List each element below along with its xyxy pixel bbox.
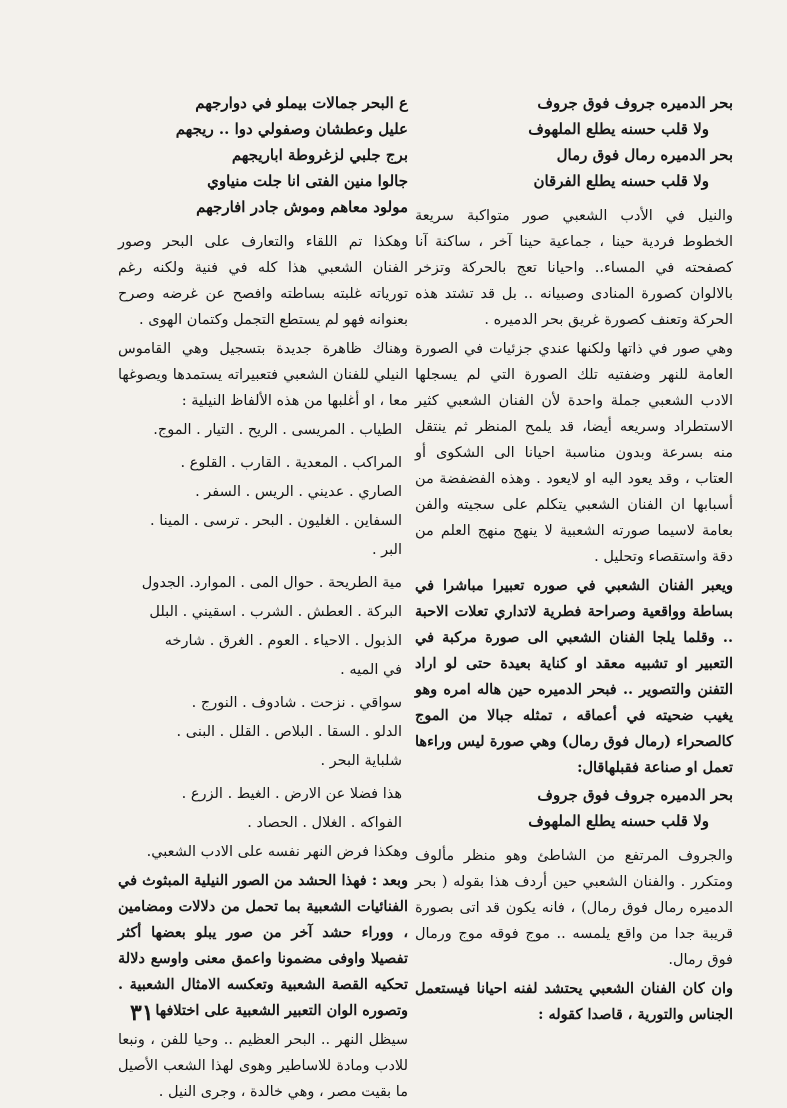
verse-line: ولا قلب حسنه يطلع الفرقان [533,172,709,190]
word-list-group [118,570,408,683]
word-list-group [118,417,408,443]
word-list-line: الطياب . المريسى . الريح . التيار . الموج. [153,422,402,438]
verse-line: ولا قلب حسنه يطلع الملهوف [528,120,709,138]
verse-line: جالوا منين الفتى انا جلت منياوي [207,172,408,190]
word-list-line: المراكب . المعدية . القارب . القلوع . [180,455,402,471]
verse-line: عليل وعطشان وصفولي دوا .. ريجهم [175,120,408,138]
verse-line: ع البحر جمالات بيملو في دوارجهم [195,94,408,112]
verse-line: برج جلبي لزغروطة اباريجهم [231,146,408,164]
paragraph: والجروف المرتفع من الشاطئ وهو منظر مألوف ومتكرر . والفنان الشعبي حين أردف هذا بقوله ( بحر الدميره رمال فوق رمال) ، فانه يكون قد اتى بصورة قريبة جدا من واقع يلمسه .. موج فوقه موج ورمال فوق رمال. [415,848,733,968]
word-list-line: في الميه . [340,662,402,678]
paragraph: وهكذا فرض النهر نفسه على الادب الشعبي. [146,844,408,860]
word-list-group [118,781,408,836]
verses-top-right [415,92,733,193]
paragraph: وهكذا تم اللقاء والتعارف على البحر وصور الفنان الشعبي هذا كله في فنية ولكنه رغم تورياته غلبته بساطته وافصح عن غرضه وصرح بعنوانه فهو لم يستطع التجمل وكتمان الهوى . [118,234,408,328]
word-list-group [118,690,408,774]
word-list-line: سواقي . نزحت . شادوف . النورج . [191,695,402,711]
right-column [415,92,733,1031]
verse-line: ولا قلب حسنه يطلع الملهوف [528,812,709,830]
paragraph-bold: وان كان الفنان الشعبي يحتشد لفنه احيانا فيستعمل الجناس والتورية ، قاصدا كقوله : [415,980,733,1023]
verse-line: بحر الدميره جروف فوق جروف [537,94,733,112]
verse-line: بحر الدميره جروف فوق جروف [537,786,733,804]
word-list-line: الدلو . السقا . البلاص . القلل . البنى . [176,724,402,740]
paragraph-bold: ويعبر الفنان الشعبي في صوره تعبيرا مباشرا في بساطة وواقعية وصراحة فطرية لاتداري تعلات الاحبة .. وقلما يلجا الفنان الشعبي الى صورة مركبة في التعبير او تشبيه معقد او كناية بعيدة حتى لو اراد التفنن والتصوير .. فبحر الدميره حين هاله امره وهو يغيب ضحيته في أعماقه ، تمثله جبالا من الموج كالصحراء (رمال فوق رمال) وهي صورة ليس وراءها تعمل او صناعة فقبلهاقال: [415,577,733,776]
paragraph: والنيل في الأدب الشعبي صور متواكبة سريعة الخطوط فردية حينا ، جماعية حينا آخر ، ساكنة آنا كصفحته في المساء.. واحيانا تعج بالحركة وتزخر بالالوان كصورة المنادى وصبيانه .. بل قد تشتد هذه الحركة وتعنف كصورة غريق بحر الدميره . [415,208,733,328]
word-list-line: الفواكه . الغلال . الحصاد . [247,815,402,831]
verses-top-left [118,92,408,219]
word-list-line: السفاين . الغليون . البحر . ترسى . المينا . [150,513,402,529]
word-list-line: مية الطريحة . حوال المى . الموارد. الجدول [141,575,402,591]
paragraph: وهناك ظاهرة جديدة بتسجيل وهي القاموس النيلي للفنان الشعبي فتعبيراته يستمدها ويصوغها معا ، او أغلبها من هذه الألفاظ النيلية : [118,341,408,409]
verse-line: بحر الدميره رمال فوق رمال [556,146,733,164]
verse-line: مولود معاهم وموش جادر افارجهم [196,198,408,216]
page-number: ٣١ [130,1000,154,1026]
word-list-line: هذا فضلا عن الارض . الغيط . الزرع . [181,786,402,802]
paragraph: وهي صور في ذاتها ولكنها عندي جزئيات في الصورة العامة للنهر وضفتيه تلك الصورة التي لم يسجلها الادب الشعبي جملة واحدة لأن الفنان الشعبي كثير الاستطراد وسريعه أيضا، قد يلمح المنظر ثم ينتقل منه بسرعة وبدون مناسبة احيانا الى الشكوى أو العتاب ، وقد يعود اليه او لايعود . وهذه الفضفضة من أسبابها ان الفنان الشعبي يتكلم على سجيته والفن بعامة لاسيما صورته الشعبية لا ينهج منهج العلم من دقة واستقصاء وتحليل . [415,341,733,565]
word-list-line: الذبول . الاحياء . العوم . الغرق . شارخه [164,633,402,649]
word-list-line: البركة . العطش . الشرب . اسقيني . البلل [149,604,402,620]
verses-mid-right [415,784,733,833]
word-list-line: البر . [371,542,402,558]
word-list-group [118,450,408,563]
paragraph: سيظل النهر .. البحر العظيم .. وحيا للفن ، ونبعا للادب ومادة للاساطير وهوى لهذا الشعب الأصيل ما بقيت مصر ، وهي خالدة ، وجرى النيل . [118,1032,408,1100]
word-list-line: شلباية البحر . [320,753,402,769]
paragraph-bold: وبعد : فهذا الحشد من الصور النيلية المبثوث في الفنائيات الشعبية بما تحمل من دلالات ومضامين ، ووراء حشد آخر من صور يبلو بعضها أكثر تفصيلا واوفى مضمونا واعمق معنى واوسع دلالة تحكيه القصة الشعبية وتعكسه الامثال الشعبية . وتصوره الوان التعبير الشعبية على اختلافها . [118,872,408,1019]
word-list-line: الصاري . عديني . الريس . السفر . [195,484,402,500]
left-column [118,92,408,1108]
